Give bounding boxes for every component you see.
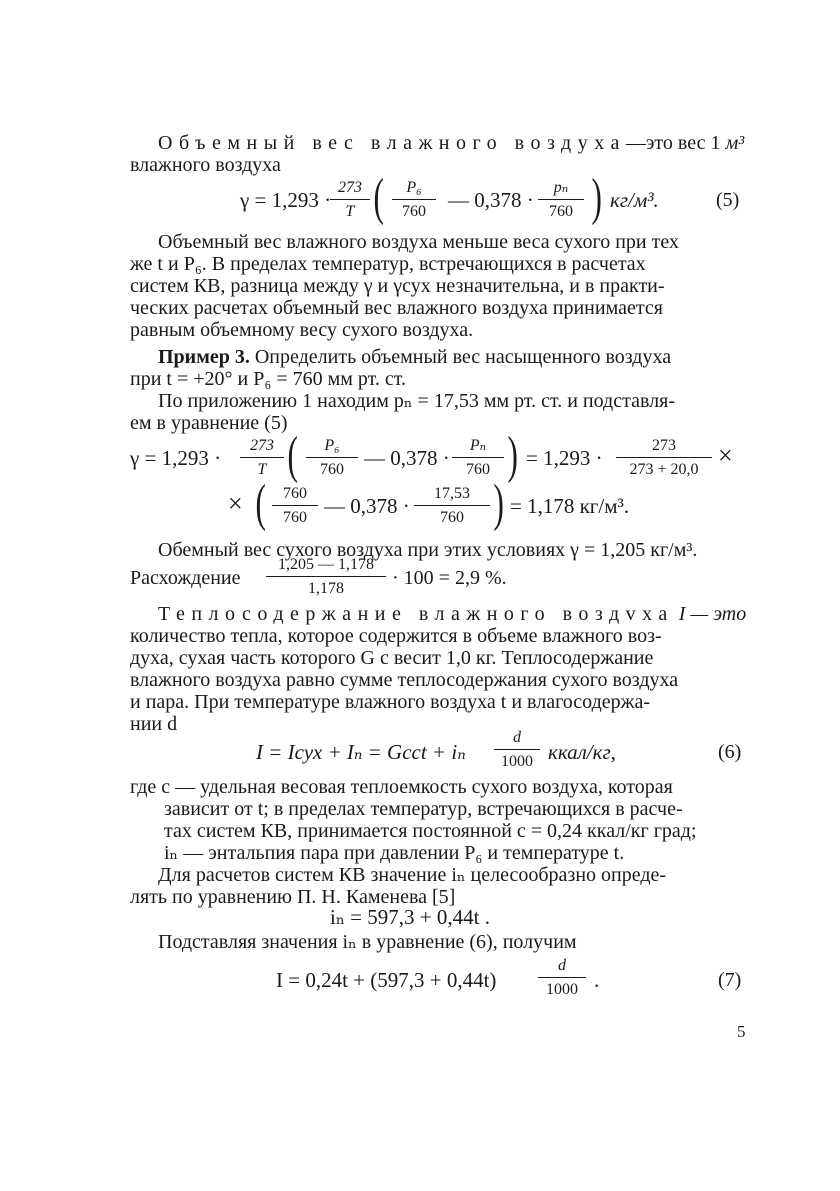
para4-l3: духа, сухая часть которого G с весит 1,0 кг. Теплосодержание — [130, 647, 654, 669]
para3-l2-label: Расхождение — [130, 567, 241, 589]
example-l1 — [158, 345, 671, 369]
example-l4: ем в уравнение (5) — [130, 412, 288, 434]
para4-l1 — [158, 602, 746, 626]
frac-den: 760 — [402, 203, 426, 220]
para2-l1: Объемный вес влажного воздуха меньше веса сухого при тех — [158, 231, 679, 253]
para1-line1 — [158, 131, 744, 155]
eq7-number: (7) — [718, 969, 742, 991]
frac-num: 1,205 — 1,178 — [266, 555, 386, 577]
eq6-number: (6) — [718, 741, 742, 763]
eq5-frac1 — [330, 178, 370, 222]
eq5-rparen: ) — [591, 169, 602, 226]
frac-den: 760 — [320, 461, 344, 478]
para3-l1: Обемный вес сухого воздуха при этих условиях γ = 1,205 кг/м³. — [158, 539, 698, 561]
exeq1-frac2 — [306, 436, 358, 480]
para3-l2-tail: · 100 = 2,9 %. — [392, 567, 507, 589]
eq5-mid: — 0,378 · — [448, 188, 534, 212]
frac-num: P₆ — [306, 436, 358, 458]
example-label: Пример 3. — [158, 346, 250, 368]
para4-l6: нии d — [130, 713, 178, 735]
frac-num: P₆ — [392, 178, 436, 200]
exeq1-lhs: γ = 1,293 · — [130, 446, 222, 470]
para2-l3: систем КВ, разница между γ и γсух незначительна, и в практи- — [130, 275, 665, 297]
frac-num: d — [538, 956, 586, 978]
eq6-unit: ккал/кг, — [548, 740, 616, 764]
exeq1-frac1 — [240, 436, 284, 480]
para2-l4: ческих расчетах объемный вес влажного воздуха принимается — [130, 297, 663, 319]
eq5-number: (5) — [716, 189, 740, 211]
para5-l2: зависит от t; в пределах температур, встречающихся в расче- — [164, 798, 683, 820]
term-volumetric-weight: Объемный вес влажного воздуха — [158, 132, 626, 154]
para4-l1-tail: I — это — [678, 603, 747, 625]
unit-m3: м³ — [725, 132, 745, 154]
exeq2-lparen: ( — [255, 475, 266, 532]
frac-den: 1000 — [501, 753, 533, 770]
para3-frac — [266, 555, 386, 599]
eq6-lhs: I = Iсух + Iₙ = Gсct + iₙ — [256, 740, 466, 764]
para4-l2: количество тепла, которое содержится в объеме влажного воз- — [130, 625, 662, 647]
frac-num: pₙ — [538, 178, 584, 200]
frac-den: 760 — [549, 203, 573, 220]
page-number: 5 — [737, 1022, 746, 1041]
exeq1-eq: = 1,293 · — [526, 446, 603, 470]
frac-num: Pₙ — [452, 436, 504, 458]
exeq1-times: × — [718, 441, 733, 470]
term-heat-content: Теплосодержание влажного воздvха — [158, 603, 674, 625]
exeq2-frac2 — [414, 484, 490, 528]
para5-l3: тах систем КВ, принимается постоянной c = 0,24 ккал/кг град; — [164, 820, 697, 842]
eq5-frac2 — [392, 178, 436, 222]
exeq1-rparen: ) — [507, 427, 518, 484]
exeq2-frac1 — [272, 484, 318, 528]
eq-ip: iₙ = 597,3 + 0,44t . — [330, 905, 490, 929]
exeq2-times: × — [228, 489, 243, 518]
example-l2: при t = +20° и P₆ = 760 мм рт. ст. — [130, 368, 406, 390]
eq5-lhs: γ = 1,293 · — [240, 188, 332, 212]
para4-l5: и пара. При температуре влажного воздуха t и влагосодержа- — [130, 691, 650, 713]
eq7-lhs: I = 0,24t + (597,3 + 0,44t) — [276, 968, 497, 992]
frac-den: 760 — [440, 509, 464, 526]
eq7-frac — [538, 956, 586, 1000]
para5-l4: iₙ — энтальпия пара при давлении P₆ и температуре t. — [164, 842, 625, 864]
para6-l1: Подставляя значения iₙ в уравнение (6), получим — [158, 931, 577, 953]
exeq1-mid: — 0,378 · — [364, 446, 450, 470]
frac-num: d — [494, 728, 540, 750]
para1-tail: —это вес 1 — [625, 132, 726, 154]
frac-num: 273 — [330, 178, 370, 200]
para5-l5: Для расчетов систем КВ значение iₙ целесообразно опреде- — [158, 864, 667, 886]
frac-den: 1000 — [546, 981, 578, 998]
eq5-frac3 — [538, 178, 584, 222]
para2-l5: равным объемному весу сухого воздуха. — [130, 319, 474, 341]
exeq2-result: = 1,178 кг/м³. — [510, 494, 630, 518]
example-l3: По приложению 1 находим pₙ = 17,53 мм рт. ст. и подставля- — [158, 390, 675, 412]
exeq2-rparen: ) — [493, 475, 504, 532]
example-l1-text: Определить объемный вес насыщенного воздуха — [249, 346, 672, 368]
frac-den: T — [345, 203, 355, 220]
para1-line2: влажного воздуха — [130, 154, 281, 176]
eq6-frac — [494, 728, 540, 772]
exeq1-lparen: ( — [287, 427, 298, 484]
para5-l1: где c — удельная весовая теплоемкость сухого воздуха, которая — [130, 776, 673, 798]
frac-den: T — [257, 461, 267, 478]
frac-den: 273 + 20,0 — [629, 461, 699, 478]
frac-den: 1,178 — [308, 580, 344, 597]
eq7-tail: . — [594, 968, 600, 992]
frac-num: 760 — [272, 484, 318, 506]
para2-l2: же t и P₆. В пределах температур, встречающихся в расчетах — [130, 253, 646, 275]
para5-l6: лять по уравнению П. Н. Каменева [5] — [130, 886, 456, 908]
frac-num: 17,53 — [414, 484, 490, 506]
frac-den: 760 — [283, 509, 307, 526]
frac-den: 760 — [466, 461, 490, 478]
frac-num: 273 — [616, 436, 712, 458]
eq5-lparen: ( — [373, 169, 384, 226]
exeq1-frac4 — [616, 436, 712, 480]
exeq2-mid: — 0,378 · — [324, 494, 410, 518]
eq5-unit: кг/м³. — [610, 188, 659, 212]
exeq1-frac3 — [452, 436, 504, 480]
frac-num: 273 — [240, 436, 284, 458]
para4-l4: влажного воздуха равно сумме теплосодержания сухого воздуха — [130, 669, 679, 691]
